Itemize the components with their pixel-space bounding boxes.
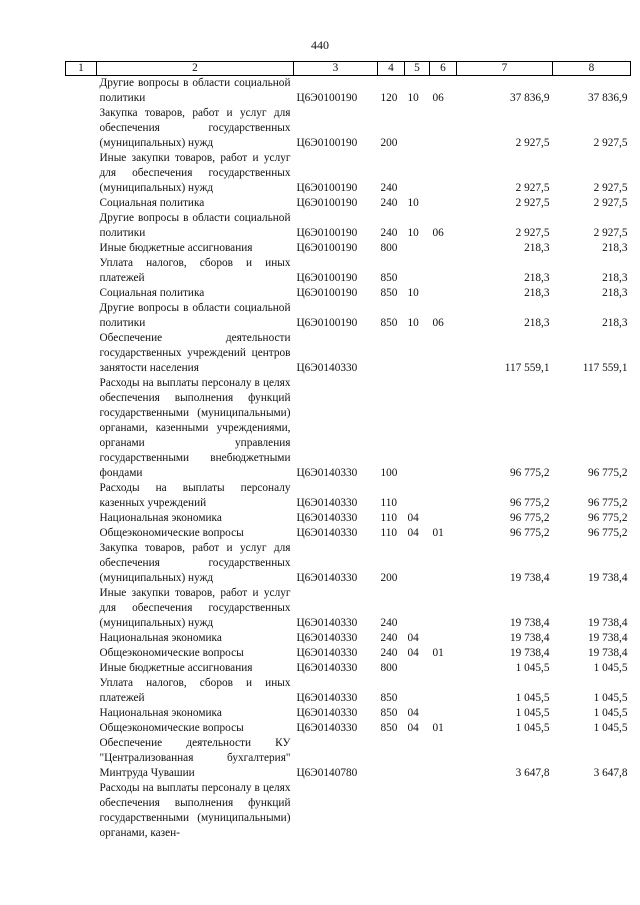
row-name: Обеспечение деятельности КУ "Централизованная бухгалтерия" Минтруда Чувашии: [99, 737, 291, 779]
row-section: 10: [407, 287, 419, 299]
empty-cell: [66, 241, 97, 256]
row-amount-col7: 96 775,2: [509, 512, 550, 524]
row-amount-col7: [457, 781, 553, 841]
row-code: Ц6Э0140330: [296, 527, 358, 539]
row-amount-col7: 1 045,5: [515, 692, 550, 704]
row-amount-col7: 2 927,5: [515, 137, 550, 149]
row-section: [405, 151, 430, 196]
row-expense-type: 100: [380, 467, 398, 479]
row-amount-col8: 1 045,5: [593, 707, 628, 719]
row-amount-col7: 218,3: [524, 242, 550, 254]
row-expense-type: 200: [380, 572, 398, 584]
empty-cell: [66, 106, 97, 151]
row-amount-col7: 19 738,4: [509, 572, 550, 584]
row-expense-type: 200: [380, 137, 398, 149]
table-row: [66, 241, 631, 256]
row-code: Ц6Э0140330: [296, 362, 358, 374]
column-header: 8: [553, 62, 631, 76]
table-row: [66, 301, 631, 331]
empty-cell: [66, 706, 97, 721]
row-subsection: [430, 331, 457, 376]
table-row: [66, 721, 631, 736]
table-row: [66, 196, 631, 211]
empty-cell: [66, 286, 97, 301]
budget-table: [65, 61, 631, 841]
header-row: [66, 62, 631, 76]
row-expense-type: 110: [380, 512, 398, 524]
row-code: Ц6Э0100190: [296, 197, 358, 209]
row-name: Иные закупки товаров, работ и услуг для обеспечения государственных (муниципальных) нужд: [99, 152, 291, 194]
row-amount-col7: 96 775,2: [509, 497, 550, 509]
row-expense-type: [378, 736, 405, 781]
row-code: Ц6Э0100190: [296, 272, 358, 284]
row-section: [405, 106, 430, 151]
row-expense-type: 240: [380, 227, 398, 239]
row-amount-col8: 1 045,5: [593, 692, 628, 704]
row-subsection: [430, 256, 457, 286]
row-name: Социальная политика: [99, 197, 205, 209]
row-subsection: [430, 631, 457, 646]
row-section: [405, 736, 430, 781]
row-expense-type: 110: [380, 497, 398, 509]
row-expense-type: [378, 331, 405, 376]
row-code: Ц6Э0140330: [296, 572, 358, 584]
row-amount-col7: 117 559,1: [504, 362, 550, 374]
page-number: 440: [311, 38, 329, 52]
row-expense-type: 800: [380, 242, 398, 254]
row-section: [405, 376, 430, 481]
row-amount-col8: 218,3: [602, 272, 628, 284]
row-subsection: [430, 736, 457, 781]
table-row: [66, 256, 631, 286]
table-row: [66, 736, 631, 781]
row-amount-col8: 2 927,5: [593, 137, 628, 149]
row-subsection: [430, 676, 457, 706]
row-amount-col8: 218,3: [602, 317, 628, 329]
row-subsection: 06: [432, 227, 444, 239]
row-name: Общеэкономические вопросы: [99, 527, 244, 539]
table-row: [66, 151, 631, 196]
row-amount-col8: 2 927,5: [593, 182, 628, 194]
table-row: [66, 76, 631, 107]
row-name: Другие вопросы в области социальной политики: [99, 302, 291, 329]
empty-cell: [66, 526, 97, 541]
row-amount-col7: 218,3: [524, 272, 550, 284]
row-subsection: [430, 481, 457, 511]
table-row: [66, 586, 631, 631]
row-section: 10: [407, 92, 419, 104]
row-amount-col8: [553, 781, 631, 841]
row-code: Ц6Э0140780: [296, 767, 358, 779]
row-expense-type: 850: [380, 722, 398, 734]
row-code: Ц6Э0100190: [296, 227, 358, 239]
row-name: Обеспечение деятельности государственных учреждений центров занятости населения: [99, 332, 291, 374]
row-amount-col7: 2 927,5: [515, 227, 550, 239]
table-row: [66, 541, 631, 586]
row-subsection: [430, 541, 457, 586]
row-section: [405, 676, 430, 706]
row-subsection: 06: [432, 92, 444, 104]
row-amount-col7: 1 045,5: [515, 707, 550, 719]
row-amount-col7: 19 738,4: [509, 647, 550, 659]
row-amount-col7: 96 775,2: [509, 467, 550, 479]
row-subsection: 01: [432, 722, 444, 734]
row-amount-col8: 37 836,9: [587, 92, 628, 104]
column-header: 6: [430, 62, 457, 76]
row-subsection: 06: [432, 317, 444, 329]
table-row: [66, 661, 631, 676]
row-amount-col7: 19 738,4: [509, 617, 550, 629]
table-row: [66, 331, 631, 376]
row-subsection: [430, 286, 457, 301]
column-header: 3: [294, 62, 378, 76]
row-name: Общеэкономические вопросы: [99, 722, 244, 734]
row-code: Ц6Э0140330: [296, 497, 358, 509]
table-row: [66, 481, 631, 511]
row-section: [405, 541, 430, 586]
row-subsection: [430, 241, 457, 256]
row-amount-col8: 3 647,8: [593, 767, 628, 779]
row-amount-col8: 96 775,2: [587, 512, 628, 524]
empty-cell: [66, 781, 97, 841]
row-amount-col8: 218,3: [602, 242, 628, 254]
row-amount-col7: 1 045,5: [515, 722, 550, 734]
row-section: [405, 241, 430, 256]
empty-cell: [66, 196, 97, 211]
row-amount-col8: 19 738,4: [587, 617, 628, 629]
row-code: Ц6Э0140330: [296, 632, 358, 644]
row-amount-col8: 96 775,2: [587, 467, 628, 479]
row-amount-col7: 218,3: [524, 317, 550, 329]
row-amount-col8: 96 775,2: [587, 527, 628, 539]
row-subsection: [430, 151, 457, 196]
row-name: Расходы на выплаты персоналу в целях обеспечения выполнения функций государственными (муниципальными) органами, казен-: [99, 782, 291, 839]
row-code: Ц6Э0100190: [296, 182, 358, 194]
row-name: Уплата налогов, сборов и иных платежей: [99, 257, 291, 284]
row-name: Общеэкономические вопросы: [99, 647, 244, 659]
empty-cell: [66, 151, 97, 196]
row-subsection: [430, 706, 457, 721]
empty-cell: [66, 736, 97, 781]
row-section: 04: [407, 647, 419, 659]
row-expense-type: 240: [380, 182, 398, 194]
column-header: 5: [405, 62, 430, 76]
row-name: Иные закупки товаров, работ и услуг для обеспечения государственных (муниципальных) нужд: [99, 587, 291, 629]
row-subsection: [430, 586, 457, 631]
row-amount-col8: 96 775,2: [587, 497, 628, 509]
row-amount-col8: 218,3: [602, 287, 628, 299]
row-name: Уплата налогов, сборов и иных платежей: [99, 677, 291, 704]
row-name: Национальная экономика: [99, 512, 222, 524]
row-code: Ц6Э0100190: [296, 137, 358, 149]
empty-cell: [66, 211, 97, 241]
row-amount-col8: 19 738,4: [587, 647, 628, 659]
row-subsection: [430, 196, 457, 211]
row-subsection: [430, 106, 457, 151]
row-code: Ц6Э0100190: [296, 242, 358, 254]
row-amount-col8: 117 559,1: [582, 362, 628, 374]
row-section: [405, 661, 430, 676]
row-amount-col7: 2 927,5: [515, 197, 550, 209]
row-amount-col8: 19 738,4: [587, 572, 628, 584]
row-amount-col8: 19 738,4: [587, 632, 628, 644]
table-body: [66, 76, 631, 842]
table-row: [66, 706, 631, 721]
row-amount-col7: 1 045,5: [515, 662, 550, 674]
table-row: [66, 376, 631, 481]
row-code: Ц6Э0140330: [296, 512, 358, 524]
row-code: Ц6Э0140330: [296, 647, 358, 659]
row-section: 04: [407, 722, 419, 734]
empty-cell: [66, 301, 97, 331]
row-expense-type: [378, 781, 405, 841]
row-expense-type: 240: [380, 647, 398, 659]
row-subsection: [430, 781, 457, 841]
row-name: Иные бюджетные ассигнования: [99, 242, 253, 254]
empty-cell: [66, 721, 97, 736]
row-name: Расходы на выплаты персоналу в целях обеспечения выполнения функций государственными (муниципальными) органами, казенными учреждениями, органами управления государственными внебюджетными фондами: [99, 377, 291, 479]
empty-cell: [66, 661, 97, 676]
row-name: Закупка товаров, работ и услуг для обеспечения государственных (муниципальных) нужд: [99, 107, 291, 149]
row-section: 04: [407, 632, 419, 644]
row-subsection: 01: [432, 647, 444, 659]
row-section: [405, 481, 430, 511]
row-expense-type: 850: [380, 707, 398, 719]
row-amount-col8: 2 927,5: [593, 227, 628, 239]
row-amount-col7: 19 738,4: [509, 632, 550, 644]
column-header: 2: [97, 62, 294, 76]
row-name: Национальная экономика: [99, 707, 222, 719]
row-code: Ц6Э0100190: [296, 317, 358, 329]
empty-cell: [66, 586, 97, 631]
empty-cell: [66, 631, 97, 646]
row-name: Другие вопросы в области социальной политики: [99, 212, 291, 239]
empty-cell: [66, 511, 97, 526]
table-row: [66, 781, 631, 841]
table-row: [66, 106, 631, 151]
row-code: Ц6Э0100190: [296, 287, 358, 299]
row-name: Иные бюджетные ассигнования: [99, 662, 253, 674]
row-code: Ц6Э0140330: [296, 617, 358, 629]
table-row: [66, 286, 631, 301]
row-name: Национальная экономика: [99, 632, 222, 644]
table-row: [66, 211, 631, 241]
row-expense-type: 850: [380, 272, 398, 284]
row-expense-type: 120: [380, 92, 398, 104]
row-expense-type: 240: [380, 632, 398, 644]
row-expense-type: 800: [380, 662, 398, 674]
row-section: [405, 781, 430, 841]
empty-cell: [66, 481, 97, 511]
table-header: [66, 62, 631, 76]
row-expense-type: 850: [380, 317, 398, 329]
empty-cell: [66, 256, 97, 286]
row-name: Закупка товаров, работ и услуг для обеспечения государственных (муниципальных) нужд: [99, 542, 291, 584]
row-section: [405, 586, 430, 631]
empty-cell: [66, 541, 97, 586]
row-code: Ц6Э0140330: [296, 467, 358, 479]
row-section: [405, 256, 430, 286]
table-row: [66, 646, 631, 661]
empty-cell: [66, 646, 97, 661]
table-row: [66, 526, 631, 541]
row-subsection: [430, 511, 457, 526]
row-subsection: [430, 376, 457, 481]
row-amount-col7: 218,3: [524, 287, 550, 299]
row-code: Ц6Э0140330: [296, 692, 358, 704]
row-section: 10: [407, 197, 419, 209]
row-section: 04: [407, 512, 419, 524]
row-expense-type: 110: [380, 527, 398, 539]
row-expense-type: 850: [380, 692, 398, 704]
row-amount-col7: 37 836,9: [509, 92, 550, 104]
row-amount-col8: 2 927,5: [593, 197, 628, 209]
column-header: 1: [66, 62, 97, 76]
column-header: 7: [457, 62, 553, 76]
row-name: Расходы на выплаты персоналу казенных учреждений: [99, 482, 291, 509]
table-row: [66, 631, 631, 646]
table-row: [66, 676, 631, 706]
row-amount-col7: 96 775,2: [509, 527, 550, 539]
row-name: Другие вопросы в области социальной политики: [99, 77, 291, 104]
empty-cell: [66, 676, 97, 706]
row-subsection: 01: [432, 527, 444, 539]
row-name: Социальная политика: [99, 287, 205, 299]
empty-cell: [66, 331, 97, 376]
row-code: [294, 781, 378, 841]
table-row: [66, 511, 631, 526]
row-code: Ц6Э0140330: [296, 662, 358, 674]
row-code: Ц6Э0140330: [296, 707, 358, 719]
row-code: Ц6Э0100190: [296, 92, 358, 104]
row-section: [405, 331, 430, 376]
row-expense-type: 240: [380, 617, 398, 629]
column-header: 4: [378, 62, 405, 76]
row-section: 10: [407, 227, 419, 239]
row-section: 10: [407, 317, 419, 329]
row-amount-col8: 1 045,5: [593, 722, 628, 734]
row-expense-type: 240: [380, 197, 398, 209]
row-section: 04: [407, 527, 419, 539]
row-amount-col7: 2 927,5: [515, 182, 550, 194]
row-code: Ц6Э0140330: [296, 722, 358, 734]
empty-cell: [66, 376, 97, 481]
row-expense-type: 850: [380, 287, 398, 299]
row-amount-col8: 1 045,5: [593, 662, 628, 674]
row-amount-col7: 3 647,8: [515, 767, 550, 779]
row-section: 04: [407, 707, 419, 719]
row-subsection: [430, 661, 457, 676]
empty-cell: [66, 76, 97, 107]
